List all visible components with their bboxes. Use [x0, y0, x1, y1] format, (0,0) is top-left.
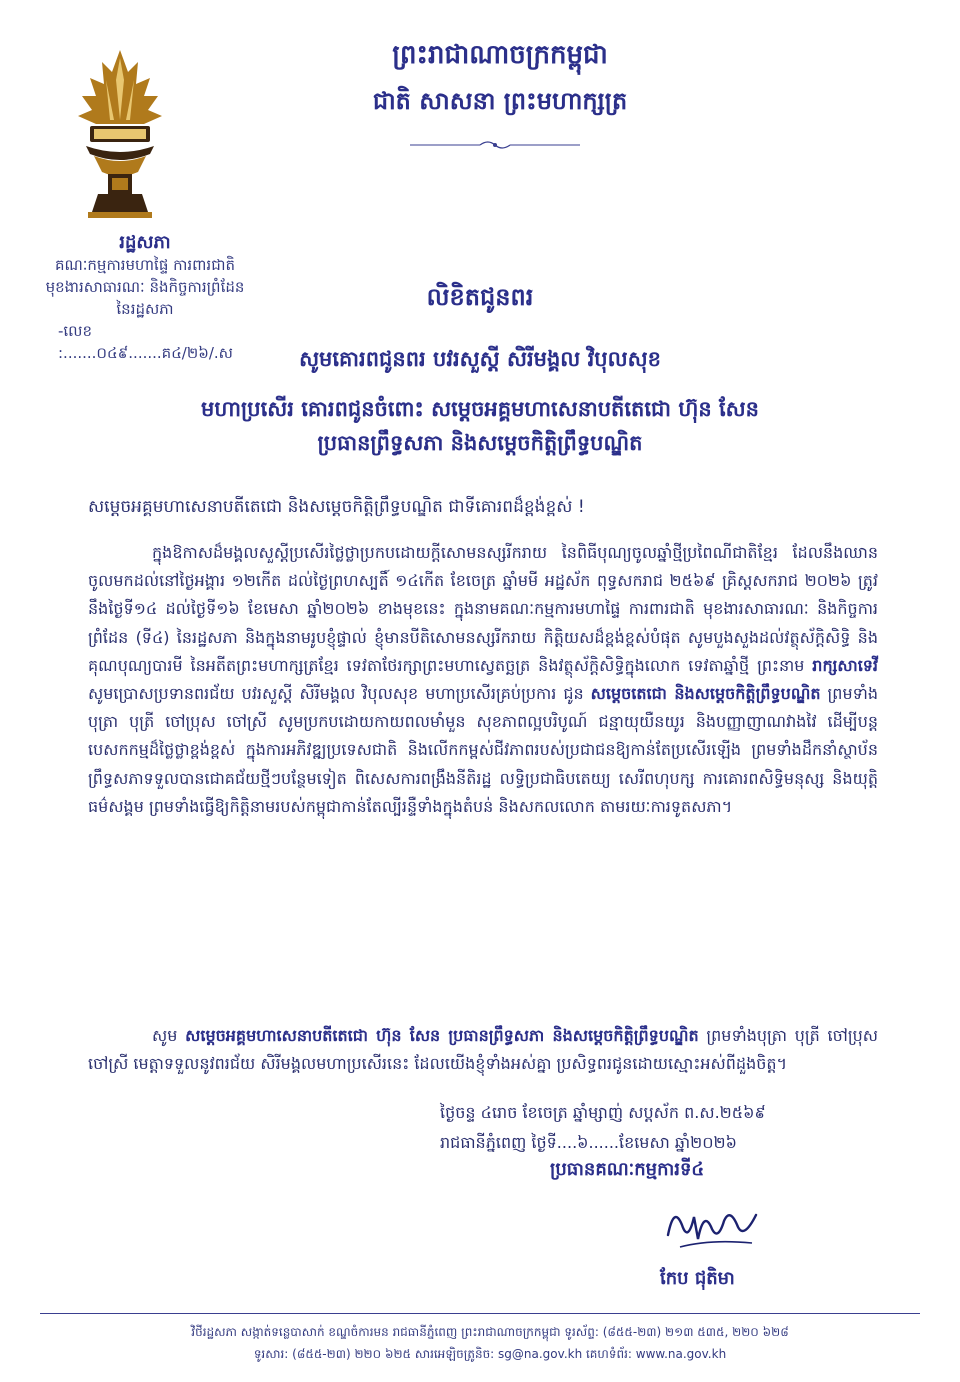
footer-divider — [40, 1313, 920, 1314]
commission-line-2: មុខងារសាធារណៈ និងកិច្ចការព្រំដែន — [45, 278, 245, 296]
assembly-name: រដ្ឋសភា — [119, 232, 171, 253]
recipient-full-title: សម្តេចអគ្គមហាសេនាបតីតេជោ ហ៊ុន សែន ប្រធានព្រឹទ្ធសភា និងសម្តេចកិត្តិព្រឹទ្ធបណ្ឌិត — [185, 1026, 699, 1045]
lunar-date: ថ្ងៃចន្ទ ៤រោច ខែចេត្រ ឆ្នាំម្សាញ់ សប្តស័ក ព.ស.២៥៦៩ — [440, 1103, 766, 1122]
para2-text-c: ព្រមទាំងបុត្រា បុត្រី ចៅប្រុស ចៅស្រី មេត្តាទទួលនូវពរជ័យ សិរីមង្គលមហាប្រសើរនេះ ដែលយើងខ្ញុំទាំងអស់គ្នា ប្រសិទ្ធពរជូនដោយស្មោះអស់ពីដួងចិត្ត។ — [88, 1026, 878, 1074]
greeting-heading-3: ប្រធានព្រឹទ្ធសភា និងសម្តេចកិត្តិព្រឹទ្ធបណ្ឌិត — [317, 431, 643, 455]
signer-title: ប្រធានគណៈកម្មការទី៤ — [550, 1159, 705, 1180]
greeting-heading-2: មហាប្រសើរ គោរពជូនចំពោះ សម្តេចអគ្គមហាសេនាបតីតេជោ ហ៊ុន សែន — [201, 397, 759, 421]
body-paragraph-1 — [88, 539, 878, 821]
new-year-angel-name: រាក្សសាទេវី — [812, 655, 878, 675]
signer-name: កែប ជុតិមា — [660, 1268, 735, 1289]
kingdom-heading: ព្រះរាជាណាចក្រកម្ពុជា — [392, 40, 608, 70]
greeting-heading-1: សូមគោរពជូនពរ បវរសួស្តី សិរីមង្គល វិបុលសុខ — [299, 347, 661, 371]
sender-organisation — [20, 232, 270, 364]
handwritten-signature — [660, 1195, 770, 1255]
solar-date: រាជធានីភ្នំពេញ ថ្ងៃទី....៦......ខែមេសា ឆ្នាំ២០២៦ — [440, 1133, 737, 1152]
document-title: លិខិតជូនពរ — [426, 283, 534, 311]
para1-text-e: ព្រមទាំងបុត្រា បុត្រី ចៅប្រុស ចៅស្រី សូមប្រកបដោយកាយពលមាំមួន សុខភាពល្អបរិបូណ៍ ជន្មាយុយឺនយូរ និងបញ្ញាញាណវាងវៃ ដើម្បីបន្តបេសកកម្មដ៏ថ្លៃថ្លាខ្ពង់ខ្ពស់ ក្នុងការអភិវឌ្ឍប្រទេសជាតិ និងលើកកម្ពស់ជីវភាពរបស់ប្រជាជនឱ្យកាន់តែប្រសើរឡើង ព្រមទាំងដឹកនាំស្ថាប័នព្រឹទ្ធសភាទទួលបានជោគជ័យថ្មីៗបន្ថែមទៀត ពិសេសការពង្រឹងនីតិរដ្ឋ លទ្ធិប្រជាធិបតេយ្យ សេរីពហុបក្ស ការគោរពសិទ្ធិមនុស្ស និងយុត្តិធម៌សង្គម ព្រមទាំងធ្វើឱ្យកិត្តិនាមរបស់កម្ពុជាកាន់តែល្បីរន្ទឺទាំងក្នុងតំបន់ និងសកលលោក តាមរយៈការទូតសភា។ — [88, 684, 879, 816]
body-paragraph-2 — [88, 1022, 878, 1078]
reference-number: -លេខ :.......០៤៩.......គ៤/២៦/.ស — [58, 322, 233, 362]
national-motto: ជាតិ សាសនា ព្រះមហាក្សត្រ — [372, 87, 628, 115]
footer-contact: ទូរសារ: (៨៥៥-២៣) ២២០ ៦២៥ សារអេឡិចត្រូនិច: sg@na.gov.kh គេហទំព័រ: www.na.gov.kh — [253, 1347, 727, 1361]
date-block — [440, 1098, 860, 1158]
recipients-name: សម្តេចតេជោ និងសម្តេចកិត្តិព្រឹទ្ធបណ្ឌិត — [590, 684, 821, 704]
commission-line-1: គណៈកម្មការមហាផ្ទៃ ការពារជាតិ — [55, 256, 235, 274]
commission-line-3: នៃរដ្ឋសភា — [116, 300, 174, 318]
para1-text-a: ក្នុងឱកាសដ៏មង្គលសួស្តីប្រសើរថ្លៃថ្លាប្រកបដោយក្តីសោមនស្សរីករាយ នៃពិធីបុណ្យចូលឆ្នាំថ្មីប្រពៃណីជាតិខ្មែរ ដែលនឹងឈានចូលមកដល់នៅថ្ងៃអង្គារ ១២កើត ដល់ថ្ងៃព្រហស្បតិ៍ ១៤កើត ខែចេត្រ ឆ្នាំមមី អដ្ឋស័ក ពុទ្ធសករាជ ២៥៦៩ គ្រិស្តសករាជ ២០២៦ ត្រូវនឹងថ្ងៃទី១៤ ដល់ថ្ងៃទី១៦ ខែមេសា ឆ្នាំ២០២៦ ខាងមុខនេះ ក្នុងនាមគណៈកម្មការមហាផ្ទៃ ការពារជាតិ មុខងារសាធារណៈ និងកិច្ចការព្រំដែន (ទី៤) នៃរដ្ឋសភា និងក្នុងនាមរូបខ្ញុំផ្ទាល់ ខ្ញុំមានបីតិសោមនស្សរីករាយ កិត្តិយសដ៏ខ្ពង់ខ្ពស់បំផុត សូមបួងសួងដល់វត្ថុស័ក្តិសិទ្ធិ និងគុណបុណ្យបារមី នៃអតីតព្រះមហាក្សត្រខ្មែរ ទេវតាថែរក្សាព្រះមហាស្វេតច្ឆត្រ និងវត្ថុស័ក្តិសិទ្ធិក្នុងលោក ទេវតាឆ្នាំថ្មី ព្រះនាម — [88, 543, 878, 675]
national-assembly-emblem-icon — [76, 50, 164, 220]
salutation: សម្តេចអគ្គមហាសេនាបតីតេជោ និងសម្តេចកិត្តិព្រឹទ្ធបណ្ឌិត ជាទីគោរពដ៏ខ្ពង់ខ្ពស់ ! — [88, 497, 585, 517]
para1-text-c: សូមប្រោសប្រទានពរជ័យ បវរសួស្តី សិរីមង្គល វិបុលសុខ មហាប្រសើរគ្រប់ប្រការ ជូន — [88, 684, 591, 704]
divider-ornament — [410, 138, 580, 152]
para2-text-a: សូម — [152, 1026, 186, 1045]
footer-address: វិថីរដ្ឋសភា សង្កាត់ទន្លេបាសាក់ ខណ្ឌចំការមន រាជធានីភ្នំពេញ ព្រះរាជាណាចក្រកម្ពុជា ទូរស័ព្ទ: (៨៥៥-២៣) ២១៣ ៥៣៥, ២២០ ៦២៨ — [191, 1325, 789, 1339]
